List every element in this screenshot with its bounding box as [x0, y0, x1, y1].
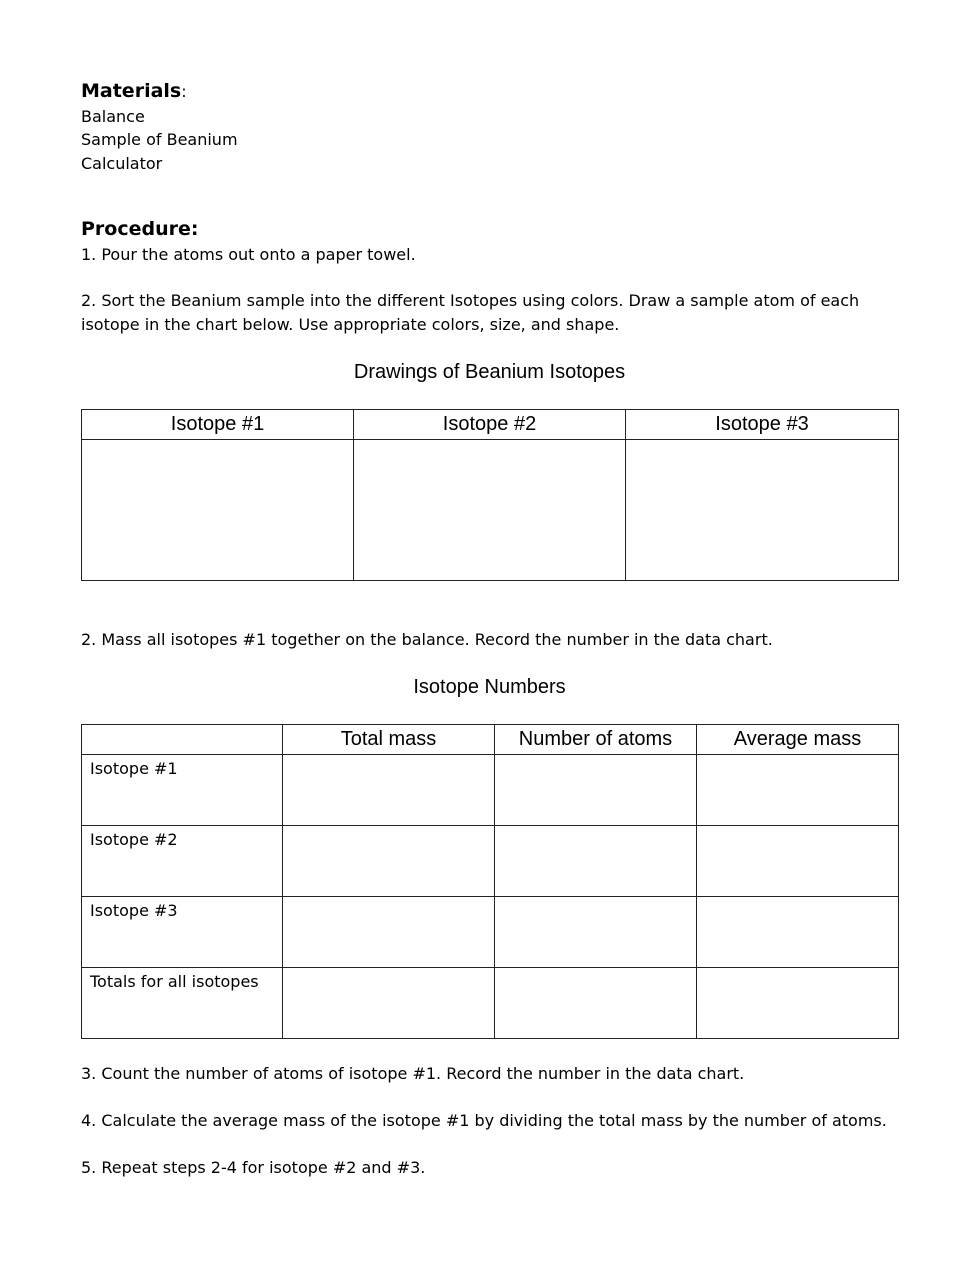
- number-of-atoms-cell[interactable]: [495, 826, 697, 897]
- total-mass-cell[interactable]: [283, 826, 495, 897]
- drawing-cell[interactable]: [82, 440, 354, 581]
- materials-item: Sample of Beanium: [81, 130, 238, 149]
- procedure-step-1: 1. Pour the atoms out onto a paper towel.: [81, 245, 416, 264]
- procedure-step-4: 4. Calculate the average mass of the isotope #1 by dividing the total mass by the number of atoms.: [81, 1111, 887, 1130]
- drawings-table-title: Drawings of Beanium Isotopes: [353, 361, 626, 383]
- number-of-atoms-cell[interactable]: [495, 897, 697, 968]
- column-header: Isotope #1: [82, 410, 354, 440]
- column-header: Average mass: [697, 725, 899, 755]
- drawing-cell[interactable]: [354, 440, 626, 581]
- column-header: Isotope #2: [354, 410, 626, 440]
- table-row: [82, 755, 899, 826]
- table-row: [82, 440, 899, 581]
- column-header: Isotope #3: [626, 410, 899, 440]
- column-header: Total mass: [283, 725, 495, 755]
- row-label: Isotope #3: [82, 897, 283, 968]
- procedure-step-2b: 2. Mass all isotopes #1 together on the balance. Record the number in the data chart.: [81, 630, 773, 649]
- drawings-table: [81, 409, 899, 581]
- number-of-atoms-cell[interactable]: [495, 968, 697, 1039]
- column-header: [82, 725, 283, 755]
- materials-item: Calculator: [81, 154, 163, 173]
- isotope-numbers-table: [81, 724, 899, 1039]
- table-header-row: [82, 410, 899, 440]
- materials-heading: Materials:: [81, 80, 187, 102]
- numbers-table-title: Isotope Numbers: [413, 676, 566, 698]
- materials-item: Balance: [81, 107, 145, 126]
- total-mass-cell[interactable]: [283, 968, 495, 1039]
- average-mass-cell[interactable]: [697, 897, 899, 968]
- table-row: [82, 826, 899, 897]
- row-label: Totals for all isotopes: [82, 968, 283, 1039]
- total-mass-cell[interactable]: [283, 897, 495, 968]
- row-label: Isotope #1: [82, 755, 283, 826]
- table-header-row: [82, 725, 899, 755]
- average-mass-cell[interactable]: [697, 826, 899, 897]
- procedure-step-2: 2. Sort the Beanium sample into the different Isotopes using colors. Draw a sample atom of each isotope in the chart below. Use appropriate colors, size, and shape.: [81, 291, 860, 334]
- table-row: [82, 897, 899, 968]
- procedure-step-5: 5. Repeat steps 2-4 for isotope #2 and #3.: [81, 1158, 426, 1177]
- row-label: Isotope #2: [82, 826, 283, 897]
- total-mass-cell[interactable]: [283, 755, 495, 826]
- procedure-step-3: 3. Count the number of atoms of isotope #1. Record the number in the data chart.: [81, 1064, 745, 1083]
- number-of-atoms-cell[interactable]: [495, 755, 697, 826]
- table-row: [82, 968, 899, 1039]
- procedure-heading: Procedure:: [81, 218, 199, 240]
- drawing-cell[interactable]: [626, 440, 899, 581]
- average-mass-cell[interactable]: [697, 968, 899, 1039]
- column-header: Number of atoms: [495, 725, 697, 755]
- average-mass-cell[interactable]: [697, 755, 899, 826]
